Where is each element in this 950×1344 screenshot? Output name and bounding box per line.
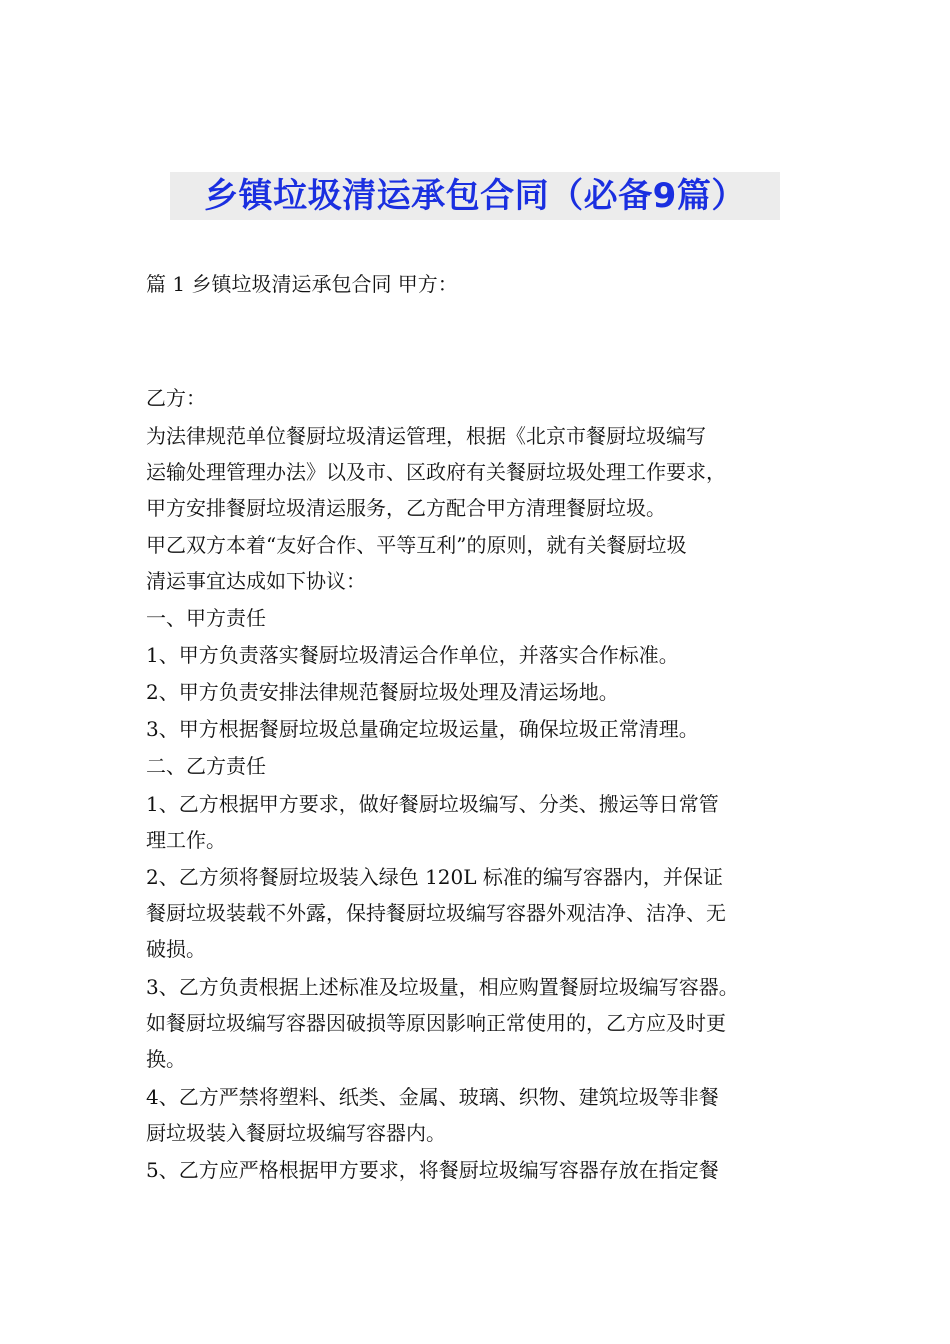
- text-line: 破损。: [146, 937, 206, 961]
- document-title: 乡镇垃圾清运承包合同（必备9篇）: [204, 176, 746, 216]
- text-line: 甲方安排餐厨垃圾清运服务，乙方配合甲方清理餐厨垃圾。: [146, 496, 666, 520]
- paragraph-party-b: [146, 380, 816, 416]
- clause-b3: [146, 969, 816, 1077]
- paragraph-agreement: [146, 527, 816, 599]
- section-heading-party-a: [146, 600, 816, 636]
- clause-b2: [146, 859, 816, 967]
- text-line: 5、乙方应严格根据甲方要求，将餐厨垃圾编写容器存放在指定餐: [146, 1158, 719, 1182]
- text-line: 厨垃圾装入餐厨垃圾编写容器内。: [146, 1121, 446, 1145]
- text-line: 换。: [146, 1047, 186, 1071]
- text-line: 乙方：: [146, 386, 206, 410]
- text-line: 理工作。: [146, 828, 226, 852]
- text-line: 为法律规范单位餐厨垃圾清运管理，根据《北京市餐厨垃圾编写: [146, 424, 706, 448]
- clause-b4: [146, 1079, 816, 1151]
- text-line: 2、乙方须将餐厨垃圾装入绿色 120L 标准的编写容器内，并保证: [146, 865, 723, 889]
- text-line: 运输处理管理办法》以及市、区政府有关餐厨垃圾处理工作要求，: [146, 460, 726, 484]
- text-line: 篇 1 乡镇垃圾清运承包合同 甲方：: [146, 272, 458, 296]
- text-line: 二、乙方责任: [146, 754, 266, 778]
- text-line: 1、甲方负责落实餐厨垃圾清运合作单位，并落实合作标准。: [146, 643, 679, 667]
- text-line: 1、乙方根据甲方要求，做好餐厨垃圾编写、分类、搬运等日常管: [146, 792, 719, 816]
- title-highlight: [170, 172, 780, 220]
- clause-a3: [146, 711, 816, 747]
- text-line: 一、甲方责任: [146, 606, 266, 630]
- text-line: 如餐厨垃圾编写容器因破损等原因影响正常使用的，乙方应及时更: [146, 1011, 726, 1035]
- clause-b5: [146, 1152, 816, 1188]
- text-line: 3、乙方负责根据上述标准及垃圾量，相应购置餐厨垃圾编写容器。: [146, 975, 739, 999]
- paragraph-heading: [146, 266, 816, 302]
- section-heading-party-b: [146, 748, 816, 784]
- clause-b1: [146, 786, 816, 858]
- clause-a1: [146, 637, 816, 673]
- text-line: 4、乙方严禁将塑料、纸类、金属、玻璃、织物、建筑垃圾等非餐: [146, 1085, 719, 1109]
- paragraph-purpose: [146, 418, 816, 526]
- text-line: 清运事宜达成如下协议：: [146, 569, 366, 593]
- clause-a2: [146, 674, 816, 710]
- text-line: 2、甲方负责安排法律规范餐厨垃圾处理及清运场地。: [146, 680, 619, 704]
- text-line: 甲乙双方本着“友好合作、平等互利”的原则，就有关餐厨垃圾: [146, 533, 687, 557]
- text-line: 餐厨垃圾装载不外露，保持餐厨垃圾编写容器外观洁净、洁净、无: [146, 901, 726, 925]
- text-line: 3、甲方根据餐厨垃圾总量确定垃圾运量，确保垃圾正常清理。: [146, 717, 699, 741]
